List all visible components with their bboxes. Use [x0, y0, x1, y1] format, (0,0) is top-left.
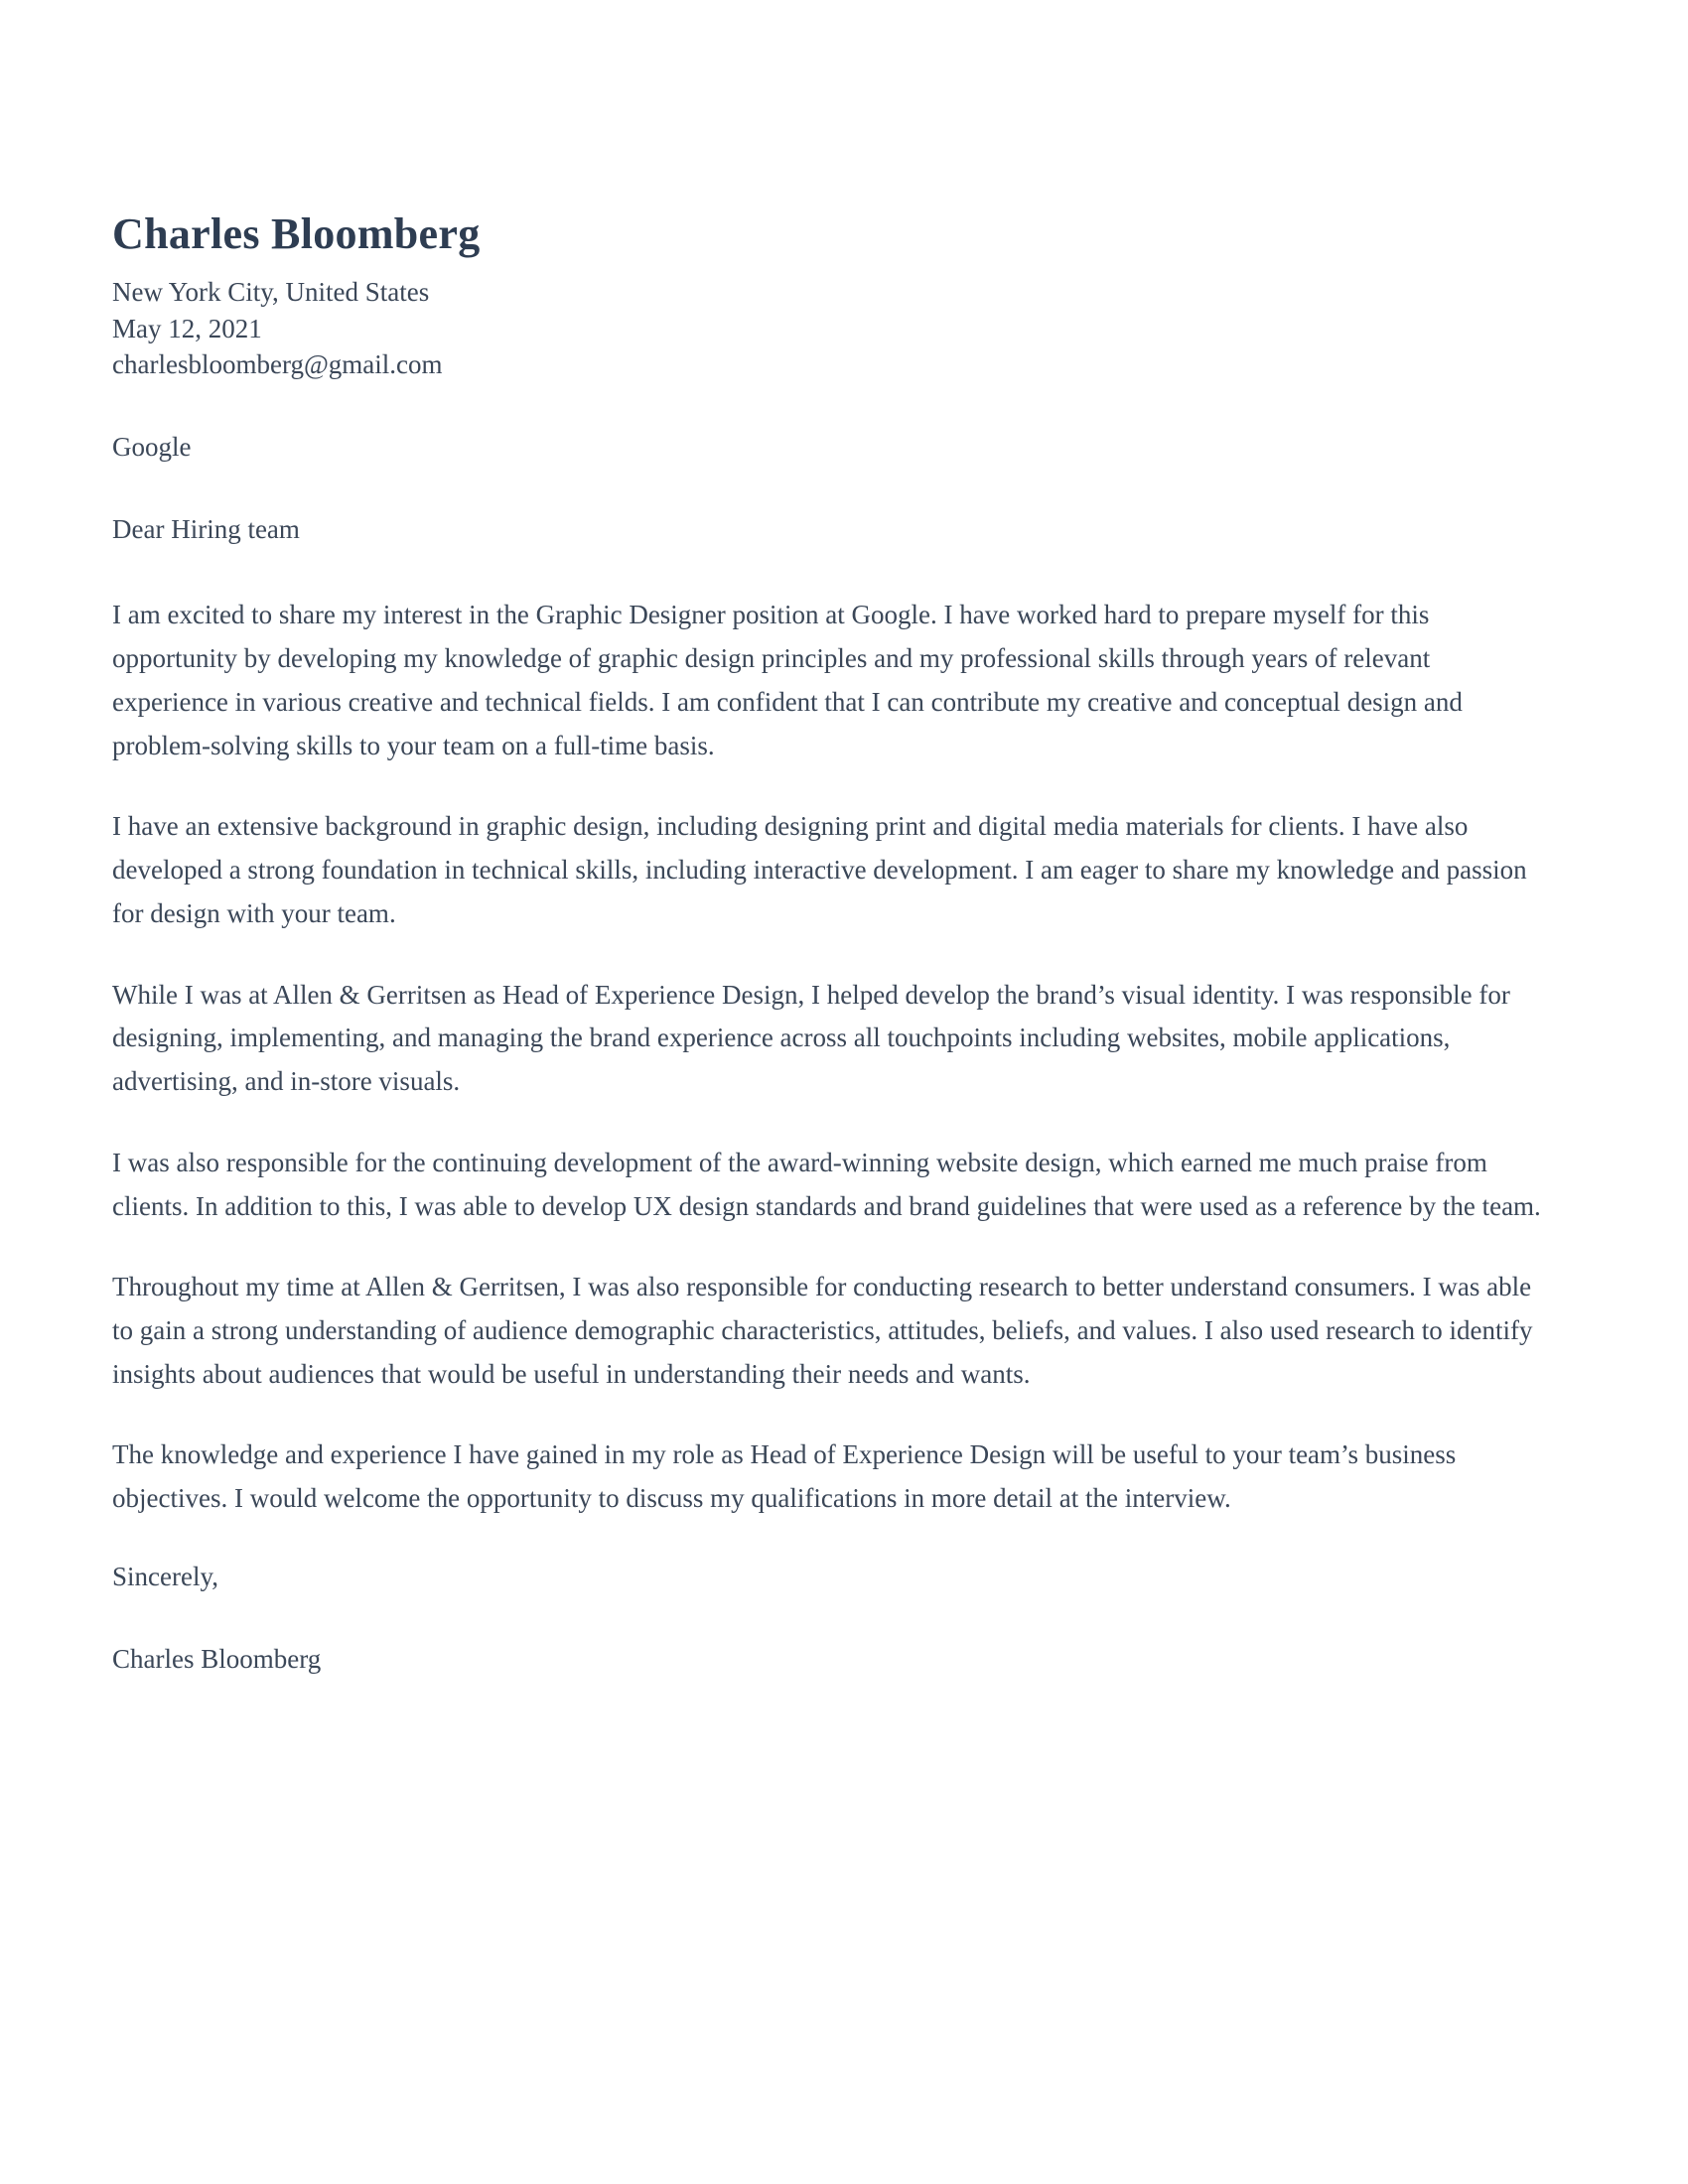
body-paragraph: The knowledge and experience I have gained in my role as Head of Experience Design will be useful to your team’s business objectives. I would welcome the opportunity to discuss my qualifications in more detail at the interview. — [112, 1439, 1457, 1514]
signature-name: Charles Bloomberg — [112, 1643, 322, 1674]
salutation: Dear Hiring team — [112, 514, 300, 545]
body-paragraph: Throughout my time at Allen & Gerritsen, I was also responsible for conducting research to better understand consumers. I was able to gain a strong understanding of audience demographic characteristics, attitudes, beliefs, and values. I also used research to identify insights about audiences that would be useful in understanding their needs and wants. — [112, 1272, 1533, 1389]
letter-body — [112, 594, 1549, 1520]
contact-email: charlesbloomberg@gmail.com — [112, 349, 443, 380]
contact-date: May 12, 2021 — [112, 313, 262, 343]
page-title: Charles Bloomberg — [112, 209, 481, 258]
body-paragraph: I am excited to share my interest in the Graphic Designer position at Google. I have worked hard to prepare myself for this opportunity by developing my knowledge of graphic design principles and my professional skills through years of relevant experience in various creative and technical fields. I am confident that I can contribute my creative and conceptual design and problem-solving skills to your team on a full-time basis. — [112, 600, 1463, 760]
body-paragraph: While I was at Allen & Gerritsen as Head of Experience Design, I helped develop the brand’s visual identity. I was responsible for designing, implementing, and managing the brand experience across all touchpoints including websites, mobile applications, advertising, and in-store visuals. — [112, 979, 1510, 1097]
body-paragraph: I was also responsible for the continuing development of the award-winning website design, which earned me much praise from clients. In addition to this, I was able to develop UX design standards and brand guidelines that were used as a reference by the team. — [112, 1147, 1541, 1221]
letter-content — [112, 210, 1549, 1678]
closing-block — [112, 1559, 1549, 1678]
contact-block — [112, 274, 1549, 384]
recipient-company: Google — [112, 432, 192, 463]
body-paragraph: I have an extensive background in graphic design, including designing print and digital media materials for clients. I have also developed a strong foundation in technical skills, including interactive development. I am eager to share my knowledge and passion for design with your team. — [112, 811, 1527, 928]
contact-location: New York City, United States — [112, 276, 430, 307]
valediction: Sincerely, — [112, 1561, 218, 1591]
